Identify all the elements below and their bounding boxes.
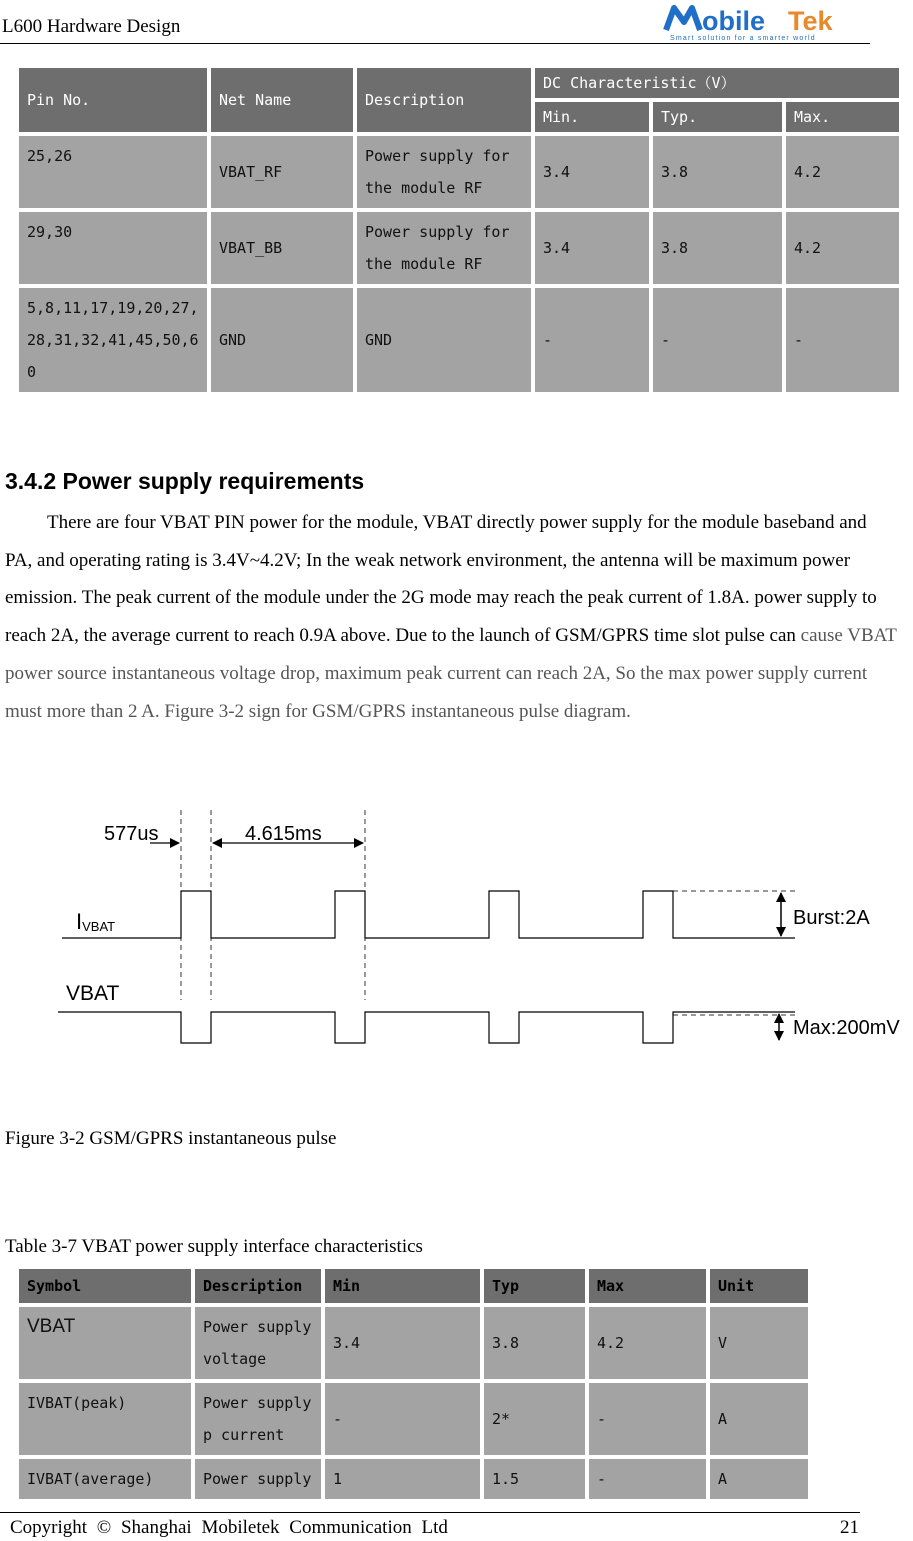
svg-text:obile: obile [702,6,766,36]
pulse-width-label: 577us [104,823,159,845]
cell-desc: Power supply p current [195,1383,321,1455]
cell-max: - [589,1459,706,1499]
cell-typ: 1.5 [484,1459,585,1499]
header-max: Max [589,1269,706,1303]
cell-unit: A [710,1459,808,1499]
cell-desc: GND [357,288,531,392]
section-heading: 3.4.2 Power supply requirements [5,468,365,494]
cell-typ: 2* [484,1383,585,1455]
pin-description-table [15,64,903,396]
ivbat-label: IVBAT [76,909,116,934]
mobiletek-logo [662,0,872,42]
cell-max: 4.2 [786,212,899,284]
cell-net: VBAT_RF [211,136,353,208]
header-min: Min. [535,102,649,132]
footer-copyright: Copyright © Shanghai Mobiletek Communication Ltd [10,1517,448,1538]
cell-min: 3.4 [535,212,649,284]
cell-max: 4.2 [786,136,899,208]
cell-max: - [589,1383,706,1455]
cell-desc: Power supply for the module RF [357,212,531,284]
svg-text:Tek: Tek [788,6,833,36]
cell-desc: Power supply [195,1459,321,1499]
cell-unit: A [710,1383,808,1455]
cell-typ: 3.8 [653,212,782,284]
cell-net: GND [211,288,353,392]
header-unit: Unit [710,1269,808,1303]
cell-symbol: VBAT [19,1307,191,1379]
table-row [19,1383,808,1455]
figure-caption: Figure 3-2 GSM/GPRS instantaneous pulse [5,1128,337,1149]
cell-typ: - [653,288,782,392]
cell-min: - [535,288,649,392]
header-symbol: Symbol [19,1269,191,1303]
page-number: 21 [840,1517,859,1538]
header-typ: Typ [484,1269,585,1303]
table-row [19,1459,808,1499]
header-description: Description [357,68,531,132]
voltage-drop-label: Max:200mV [793,1017,900,1039]
vbat-waveform [58,1012,795,1043]
cell-min: 3.4 [325,1307,480,1379]
header-dc-characteristic: DC Characteristic（V） [535,68,899,98]
table-caption: Table 3-7 VBAT power supply interface characteristics [5,1236,423,1257]
cell-typ: 3.8 [653,136,782,208]
table-row [19,212,899,284]
vbat-characteristics-table [15,1265,812,1503]
cell-max: 4.2 [589,1307,706,1379]
cell-desc: Power supply for the module RF [357,136,531,208]
cell-max: - [786,288,899,392]
cell-min: - [325,1383,480,1455]
cell-symbol: IVBAT(average) [19,1459,191,1499]
document-header-title: L600 Hardware Design [2,16,181,37]
header-typ: Typ. [653,102,782,132]
cell-pin: 29,30 [19,212,207,284]
cell-unit: V [710,1307,808,1379]
header-description: Description [195,1269,321,1303]
header-divider [0,43,870,44]
period-label: 4.615ms [245,823,322,845]
cell-net: VBAT_BB [211,212,353,284]
paragraph-text: There are four VBAT PIN power for the module, VBAT directly power supply for the module baseband and PA, and operating rating is 3.4V~4.2V; In the weak network environment, the antenna will be maximum power emission. The peak current of the module under the 2G mode may reach the peak current of 1.8A. power supply to reach 2A, the average current to reach 0.9A above. Due to the launch of GSM/GPRS time slot pulse can [5,512,877,647]
header-net-name: Net Name [211,68,353,132]
header-min: Min [325,1269,480,1303]
table-row [19,136,899,208]
burst-label: Burst:2A [793,907,870,929]
cell-min: 1 [325,1459,480,1499]
svg-text:Smart solution for a smarter w: Smart solution for a smarter world [670,35,816,42]
ivbat-waveform [62,891,795,938]
cell-pin: 25,26 [19,136,207,208]
paragraph-text-grey: cause VBAT power source instantaneous voltage drop, maximum peak current can reach 2A, So the max power supply current must more than 2 A. Figure 3-2 sign for GSM/GPRS instantaneous pulse diagram. [5,625,897,722]
cell-desc: Power supply voltage [195,1307,321,1379]
vbat-label: VBAT [66,982,120,1005]
gsm-pulse-diagram [0,790,913,1060]
cell-typ: 3.8 [484,1307,585,1379]
body-paragraph [5,504,897,730]
cell-pin: 5,8,11,17,19,20,27,28,31,32,41,45,50,60 [19,288,207,392]
cell-min: 3.4 [535,136,649,208]
cell-symbol: IVBAT(peak) [19,1383,191,1455]
table-row [19,1307,808,1379]
header-pin-no: Pin No. [19,68,207,132]
header-max: Max. [786,102,899,132]
table-row [19,288,899,392]
footer-divider [0,1512,860,1513]
